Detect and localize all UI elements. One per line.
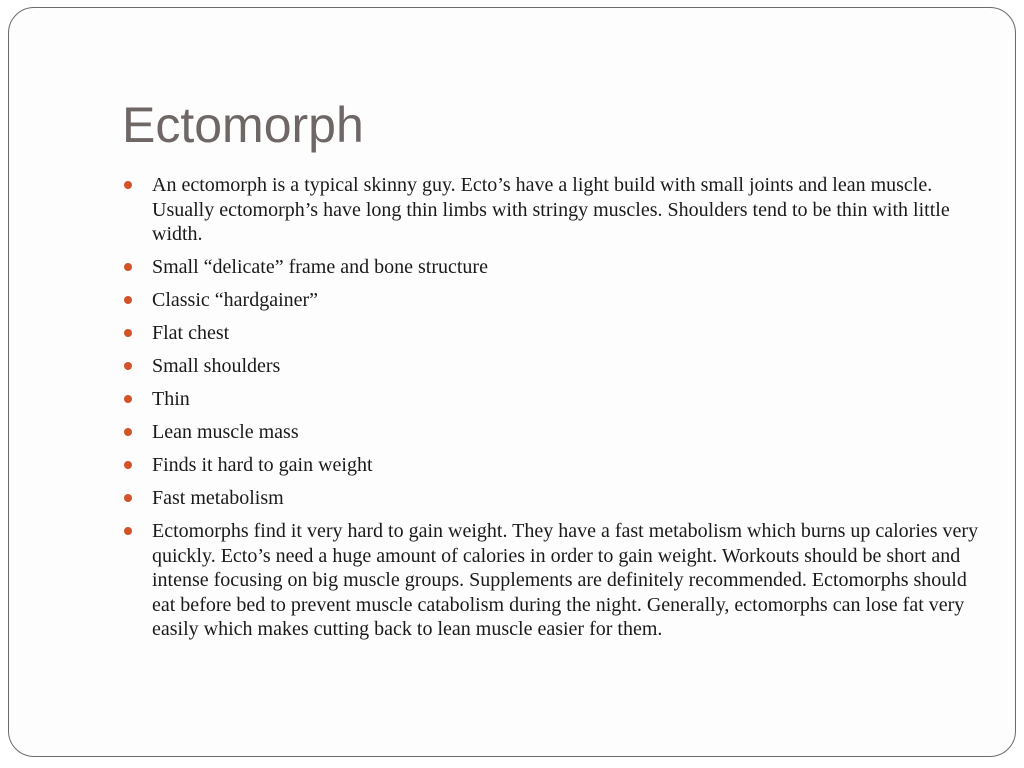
- bullet-icon: [124, 362, 132, 370]
- bullet-text: Classic “hardgainer”: [152, 289, 319, 311]
- bullet-icon: [124, 329, 132, 337]
- list-item: [152, 288, 982, 313]
- bullet-text: Thin: [152, 388, 190, 410]
- bullet-text: An ectomorph is a typical skinny guy. Ecto’s have a light build with small joints and lean muscle. Usually ectomorph’s have long thin limbs with stringy muscles. Shoulders tend to be thin with little width.: [152, 174, 950, 245]
- list-item: [152, 453, 982, 478]
- bullet-icon: [124, 428, 132, 436]
- bullet-icon: [124, 296, 132, 304]
- list-item: [152, 255, 982, 280]
- list-item: [152, 420, 982, 445]
- list-item: [152, 173, 982, 247]
- bullet-text: Fast metabolism: [152, 487, 284, 509]
- bullet-icon: [124, 494, 132, 502]
- bullet-text: Ectomorphs find it very hard to gain weight. They have a fast metabolism which burns up calories very quickly. Ecto’s need a huge amount of calories in order to gain weight. Workouts should be short and intense focusing on big muscle groups. Supplements are definitely recommended. Ectomorphs should eat before bed to prevent muscle catabolism during the night. Generally, ectomorphs can lose fat very easily which makes cutting back to lean muscle easier for them.: [152, 520, 979, 640]
- bullet-text: Small shoulders: [152, 355, 281, 377]
- list-item: [152, 519, 982, 642]
- bullet-icon: [124, 263, 132, 271]
- bullet-icon: [124, 181, 132, 189]
- slide: [8, 7, 1016, 757]
- bullet-text: Small “delicate” frame and bone structure: [152, 256, 488, 278]
- bullet-text: Finds it hard to gain weight: [152, 454, 373, 476]
- slide-title: Ectomorph: [122, 97, 364, 153]
- list-item: [152, 486, 982, 511]
- bullet-icon: [124, 527, 132, 535]
- list-item: [152, 354, 982, 379]
- bullet-icon: [124, 395, 132, 403]
- bullet-icon: [124, 461, 132, 469]
- list-item: [152, 321, 982, 346]
- bullet-text: Lean muscle mass: [152, 421, 299, 443]
- bullet-list: [152, 173, 982, 650]
- bullet-text: Flat chest: [152, 322, 230, 344]
- list-item: [152, 387, 982, 412]
